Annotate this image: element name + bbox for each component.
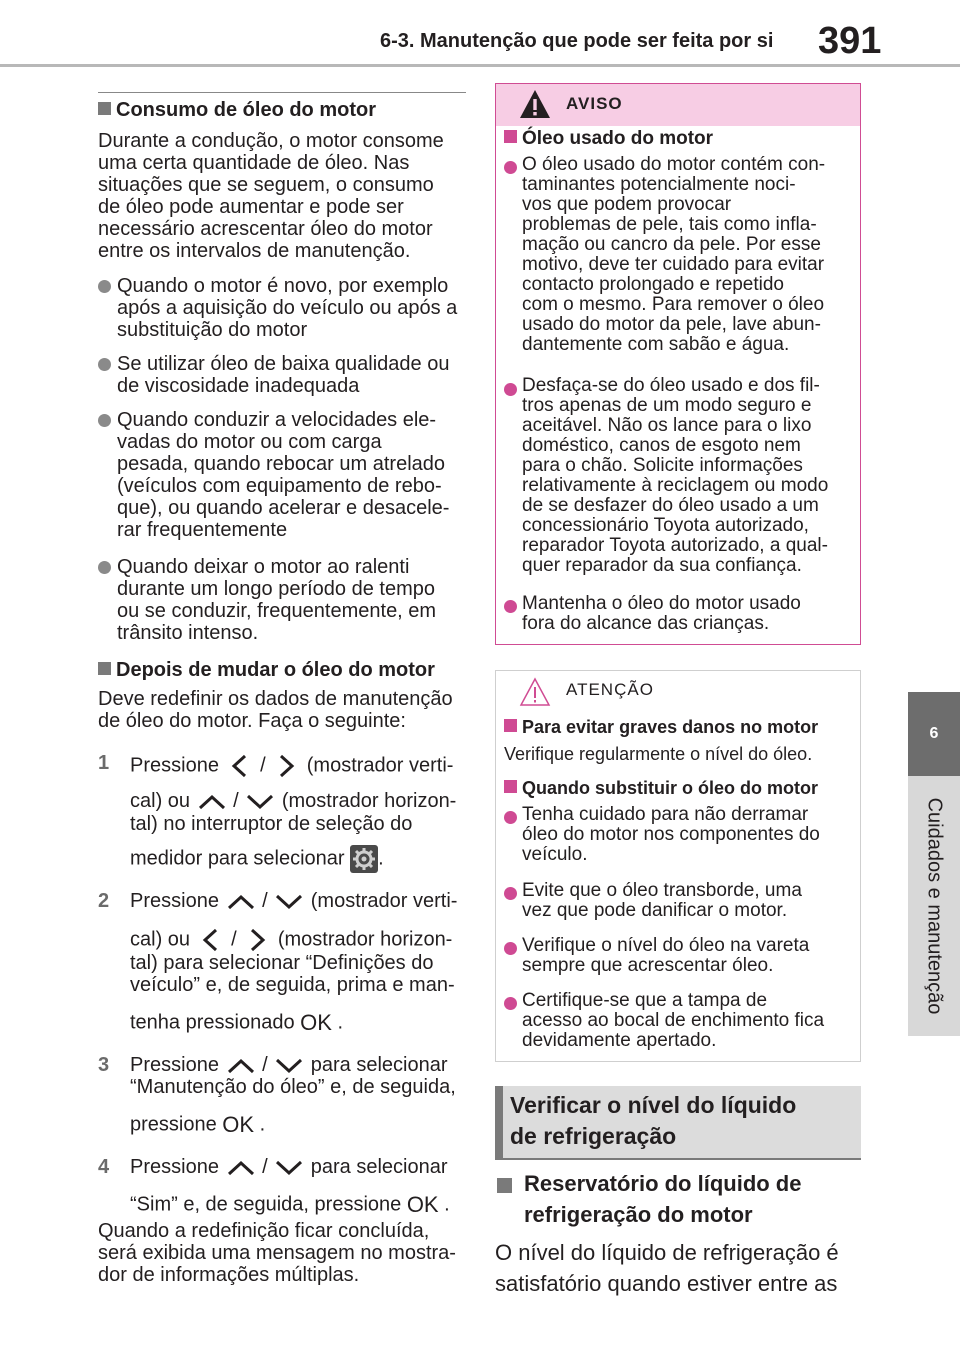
text-line: sempre que acrescentar óleo. (522, 955, 774, 976)
step-line (130, 752, 453, 780)
warning-title: AVISO (566, 94, 623, 113)
text-line: problemas de pele, tais como infla- (522, 214, 817, 235)
ok-button-icon: OK (406, 1192, 439, 1217)
square-bullet-icon (504, 130, 517, 143)
text: / (262, 1054, 268, 1076)
text-line: rar frequentemente (117, 519, 288, 541)
text-line: vez que pode danificar o motor. (522, 900, 788, 921)
chevron-down-icon (244, 791, 276, 813)
chevron-right-icon (242, 926, 272, 954)
text: medidor para selecionar (130, 847, 345, 870)
text-line: Quando a redefinição ficar concluída, (98, 1220, 430, 1242)
list-item (98, 275, 468, 341)
text: . (444, 1193, 450, 1216)
text: Pressione (130, 754, 219, 777)
text: . (259, 1113, 266, 1136)
step-line (130, 1054, 448, 1077)
text-line: dor de informações múltiplas. (98, 1264, 360, 1286)
warning-bullet-1 (522, 155, 847, 355)
paragraph-reset-done (98, 1220, 468, 1286)
text-line: vadas do motor ou com carga (117, 431, 382, 453)
chevron-left-icon (225, 752, 255, 780)
text-line: de se desfazer do óleo usado a um (522, 495, 819, 516)
subsection-title (524, 1168, 801, 1230)
text-line: que), ou quando acelerar e desacele- (117, 497, 450, 519)
bullet-icon (504, 887, 517, 900)
chapter-label: Cuidados e manutenção (923, 797, 946, 1015)
text: pressione (130, 1113, 217, 1136)
chapter-number: 6 (929, 725, 939, 742)
caution-bullet (522, 881, 847, 921)
text: cal) ou (130, 928, 191, 951)
settings-gear-icon (350, 845, 378, 873)
list-item (98, 556, 468, 644)
square-bullet-icon (497, 1178, 512, 1193)
text: tenha pressionado (130, 1011, 295, 1034)
header-rule (0, 64, 960, 67)
chevron-up-icon (196, 791, 228, 813)
text-line: Quando o motor é novo, por exemplo (117, 275, 449, 297)
text: (mostrador verti- (306, 754, 454, 777)
text-line: Durante a condução, o motor consome (98, 130, 444, 152)
page-number: 391 (818, 20, 882, 62)
subsection-title: Depois de mudar o óleo do motor (116, 659, 435, 681)
list-item (98, 409, 468, 541)
text-line: de óleo do motor. Faça o seguinte: (98, 710, 406, 732)
bullet-icon (504, 600, 517, 613)
text: para selecionar (310, 1054, 448, 1076)
chevron-up-icon (225, 891, 257, 913)
text-line: dantemente com sabão e água. (522, 334, 790, 355)
text: / (233, 790, 239, 812)
bullet-icon (504, 811, 517, 824)
text-line: será exibida uma mensagem no mostra- (98, 1242, 456, 1264)
step-line (130, 1112, 265, 1138)
step-line: “Manutenção do óleo” e, de seguida, (130, 1076, 456, 1098)
text-line: quer reparador da sua confiança. (522, 555, 802, 576)
warning-bullet-2 (522, 376, 847, 576)
text-line: taminantes potencialmente noci- (522, 174, 796, 195)
section-rule (98, 92, 466, 93)
chevron-up-icon (225, 1055, 257, 1077)
step-number: 1 (98, 752, 110, 774)
caution-bullet (522, 936, 847, 976)
chevron-up-icon (225, 1157, 257, 1179)
text-line: durante um longo período de tempo (117, 578, 435, 600)
text-line: situações que se seguem, o consumo (98, 174, 434, 196)
step-line (130, 1156, 448, 1179)
warning-subtitle (504, 128, 713, 150)
text-line: Reservatório do líquido de (524, 1171, 802, 1196)
bullet-icon (98, 280, 111, 293)
text-line: veículo. (522, 844, 588, 865)
square-bullet-icon (504, 719, 517, 732)
text: Pressione (130, 1156, 219, 1178)
step-number: 4 (98, 1156, 110, 1178)
step-line (130, 1010, 343, 1036)
text-line: substituição do motor (117, 319, 308, 341)
square-bullet-icon (98, 102, 111, 115)
square-bullet-icon (504, 780, 517, 793)
bullet-icon (504, 383, 517, 396)
text-line: (veículos com equipamento de rebo- (117, 475, 442, 497)
section-title (510, 1090, 850, 1152)
text: Para evitar graves danos no motor (522, 717, 819, 737)
ok-button-icon: OK (222, 1112, 255, 1137)
chapter-label-tab[interactable] (908, 776, 960, 1036)
caution-bullet (522, 991, 847, 1051)
text-line: de viscosidade inadequada (117, 375, 360, 397)
bullet-icon (98, 561, 111, 574)
text: / (231, 928, 237, 951)
caution-paragraph: Verifique regularmente o nível do óleo. (504, 744, 813, 764)
text-line: Certifique-se que a tampa de (522, 990, 768, 1011)
text: . (337, 1011, 344, 1034)
text-line: satisfatório quando estiver entre as (495, 1271, 838, 1296)
text-line: de refrigeração (510, 1123, 677, 1149)
bullet-icon (98, 358, 111, 371)
text-line: doméstico, canos de esgoto nem (522, 435, 801, 456)
text-line: motivo, deve ter cuidado para evitar (522, 254, 825, 275)
text-line: Quando deixar o motor ao ralenti (117, 556, 410, 578)
text-line: relativamente à reciclagem ou modo (522, 475, 829, 496)
text-line: para o chão. Solicite informações (522, 455, 803, 476)
warning-triangle-icon (518, 88, 552, 120)
text-line: uma certa quantidade de óleo. Nas (98, 152, 410, 174)
text-line: tros apenas de um modo seguro e (522, 395, 812, 416)
step-number: 3 (98, 1054, 110, 1076)
text: cal) ou (130, 790, 191, 812)
ok-button-icon: OK (300, 1010, 332, 1035)
step-line (130, 926, 452, 954)
text: / (262, 1156, 268, 1178)
section-heading-bar (495, 1086, 503, 1158)
text: Óleo usado do motor (522, 128, 714, 149)
text-line: trânsito intenso. (117, 622, 259, 644)
caution-bullet (522, 805, 847, 865)
text: . (378, 847, 384, 870)
text-line: pesada, quando rebocar um atrelado (117, 453, 446, 475)
chevron-down-icon (273, 891, 305, 913)
running-header: 6-3. Manutenção que pode ser feita por si (380, 30, 774, 52)
text: / (262, 890, 268, 912)
step-line: tal) no interruptor de seleção do (130, 813, 413, 835)
text: Pressione (130, 1054, 219, 1076)
text-line: óleo do motor nos componentes do (522, 824, 820, 845)
chevron-left-icon (196, 926, 226, 954)
step-line (130, 1192, 450, 1218)
text: para selecionar (310, 1156, 448, 1178)
text-line: aceitável. Não os lance para o lixo (522, 415, 812, 436)
text-line: refrigeração do motor (524, 1202, 753, 1227)
text-line: mação ou cancro da pele. Por esse (522, 234, 821, 255)
bullet-icon (504, 997, 517, 1010)
caution-subtitle (504, 717, 818, 738)
text-line: entre os intervalos de manutenção. (98, 240, 411, 262)
text: (mostrador verti- (310, 890, 458, 912)
chevron-down-icon (273, 1055, 305, 1077)
caution-subtitle (504, 778, 818, 799)
list-item (98, 353, 468, 397)
text-line: fora do alcance das crianças. (522, 613, 770, 634)
text-line: Verificar o nível do líquido (510, 1092, 797, 1118)
coolant-paragraph (495, 1237, 839, 1299)
text-line: de óleo pode aumentar e pode ser (98, 196, 404, 218)
bullet-icon (504, 161, 517, 174)
text-line: acesso ao bocal de enchimento fica (522, 1010, 825, 1031)
subsection-after-oil-change (98, 659, 468, 681)
step-line (130, 790, 456, 813)
text-line: com o mesmo. Para remover o óleo (522, 294, 825, 315)
paragraph-oil-consumption (98, 130, 468, 262)
text: Pressione (130, 890, 219, 912)
chevron-down-icon (273, 1157, 305, 1179)
text-line: O óleo usado do motor contém con- (522, 154, 826, 175)
text: (mostrador horizon- (277, 928, 453, 951)
text-line: usado do motor da pele, lave abun- (522, 314, 821, 335)
text-line: Desfaça-se do óleo usado e dos fil- (522, 375, 820, 396)
step-line: tal) para selecionar “Definições do (130, 952, 434, 974)
section-underline (495, 1158, 861, 1160)
text: Quando substituir o óleo do motor (522, 778, 818, 798)
text-line: Se utilizar óleo de baixa qualidade ou (117, 353, 450, 375)
text: (mostrador horizon- (281, 790, 457, 812)
step-number: 2 (98, 890, 110, 912)
text-line: devidamente apertado. (522, 1030, 717, 1051)
chevron-right-icon (271, 752, 301, 780)
text: “Sim” e, de seguida, pressione (130, 1193, 402, 1216)
text-line: após a aquisição do veículo ou após a (117, 297, 458, 319)
bullet-icon (98, 414, 111, 427)
caution-triangle-icon (518, 676, 552, 708)
text-line: Verifique o nível do óleo na vareta (522, 935, 810, 956)
chapter-number-tab[interactable] (908, 692, 960, 776)
text-line: Mantenha o óleo do motor usado (522, 593, 801, 614)
step-line (130, 845, 384, 873)
text-line: contacto prolongado e repetido (522, 274, 784, 295)
text-line: vos que podem provocar (522, 194, 732, 215)
bullet-icon (504, 942, 517, 955)
subsection-title: Consumo de óleo do motor (116, 99, 376, 121)
caution-title: ATENÇÃO (566, 680, 654, 699)
text-line: Deve redefinir os dados de manutenção (98, 688, 453, 710)
text-line: necessário acrescentar óleo do motor (98, 218, 433, 240)
subsection-oil-consumption (98, 99, 468, 121)
text-line: Evite que o óleo transborde, uma (522, 880, 802, 901)
text: / (260, 754, 266, 777)
step-line: veículo” e, de seguida, prima e man- (130, 974, 455, 996)
text-line: ou se conduzir, frequentemente, em (117, 600, 437, 622)
warning-bullet-3 (522, 594, 847, 634)
paragraph-reset-intro (98, 688, 468, 732)
text-line: O nível do líquido de refrigeração é (495, 1240, 839, 1265)
step-line (130, 890, 457, 913)
text-line: Tenha cuidado para não derramar (522, 804, 809, 825)
square-bullet-icon (98, 662, 111, 675)
text-line: Quando conduzir a velocidades ele- (117, 409, 437, 431)
text-line: reparador Toyota autorizado, a qual- (522, 535, 828, 556)
text-line: concessionário Toyota autorizado, (522, 515, 809, 536)
